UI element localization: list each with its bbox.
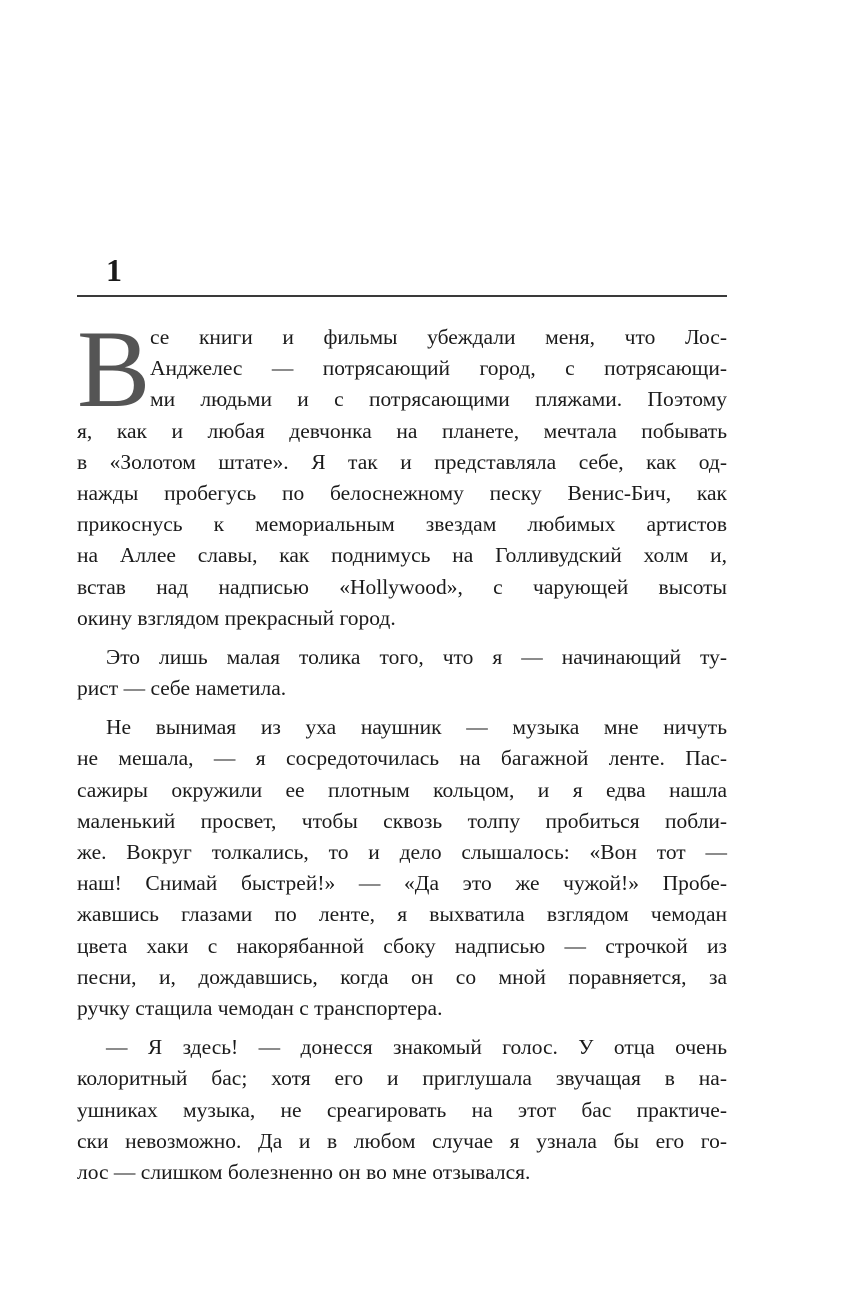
text-line: се книги и фильмы убеждали меня, что Лос- (150, 325, 727, 349)
text-line: Анджелес — потрясающий город, с потрясающи- (150, 356, 727, 381)
text-line: Это лишь малая толика того, что я — начинающий ту- (106, 644, 727, 669)
paragraph-2 (77, 642, 727, 704)
paragraph-gap (77, 704, 727, 712)
paragraph-gap (77, 1024, 727, 1032)
text-line: нажды пробегусь по белоснежному песку Венис-Бич, как (77, 480, 727, 505)
text-line: не мешала, — я сосредоточилась на багажной ленте. Пас- (77, 746, 727, 771)
text-line: жавшись глазами по ленте, я выхватила взглядом чемодан (77, 902, 727, 927)
text-line: рист — себе наметила. (77, 676, 287, 701)
text-line: прикоснусь к мемориальным звездам любимых артистов (77, 512, 727, 537)
text-line: ручку стащила чемодан с транспортера. (77, 995, 443, 1020)
text-line: маленький просвет, чтобы сквозь толпу пробиться побли- (77, 808, 727, 833)
text-line: я, как и любая девчонка на планете, мечтала побывать (77, 418, 727, 443)
text-line: наш! Снимай быстрей!» — «Да это же чужой!» Пробе- (77, 871, 727, 896)
text-line: ушниках музыка, не среагировать на этот бас практиче- (77, 1097, 727, 1122)
paragraph-1 (77, 308, 727, 634)
text-line: песни, и, дождавшись, когда он со мной поравняется, за (77, 964, 727, 989)
text-line: на Аллее славы, как поднимусь на Голливудский холм и, (77, 543, 727, 568)
text-line: ски невозможно. Да и в любом случае я узнала бы его го- (77, 1128, 727, 1153)
text-line: окину взглядом прекрасный город. (77, 605, 396, 630)
text-line: встав над надписью «Hollywood», с чарующей высоты (77, 574, 727, 599)
chapter-number: 1 (106, 252, 122, 288)
text-line: в «Золотом штате». Я так и представляла себе, как од- (77, 449, 727, 474)
text-line: сажиры окружили ее плотным кольцом, и я едва нашла (77, 777, 727, 802)
drop-cap-letter: В (77, 308, 151, 430)
text-line: цвета хаки с накорябанной сбоку надписью — строчкой из (77, 933, 727, 958)
text-line: ми людьми и с потрясающими пляжами. Поэтому (150, 387, 727, 412)
text-line: Не вынимая из уха наушник — музыка мне ничуть (106, 715, 727, 740)
text-line: колоритный бас; хотя его и приглушала звучащая в на- (77, 1066, 727, 1091)
chapter-divider (77, 295, 727, 297)
paragraph-4 (77, 1032, 727, 1188)
text-line: — Я здесь! — донесся знакомый голос. У отца очень (106, 1035, 727, 1060)
text-line: же. Вокруг толкались, то и дело слышалось: «Вон тот — (77, 840, 727, 864)
chapter-text (77, 308, 727, 1188)
text-line: лос — слишком болезненно он во мне отзывался. (77, 1159, 531, 1184)
paragraph-3 (77, 712, 727, 1024)
paragraph-gap (77, 634, 727, 642)
